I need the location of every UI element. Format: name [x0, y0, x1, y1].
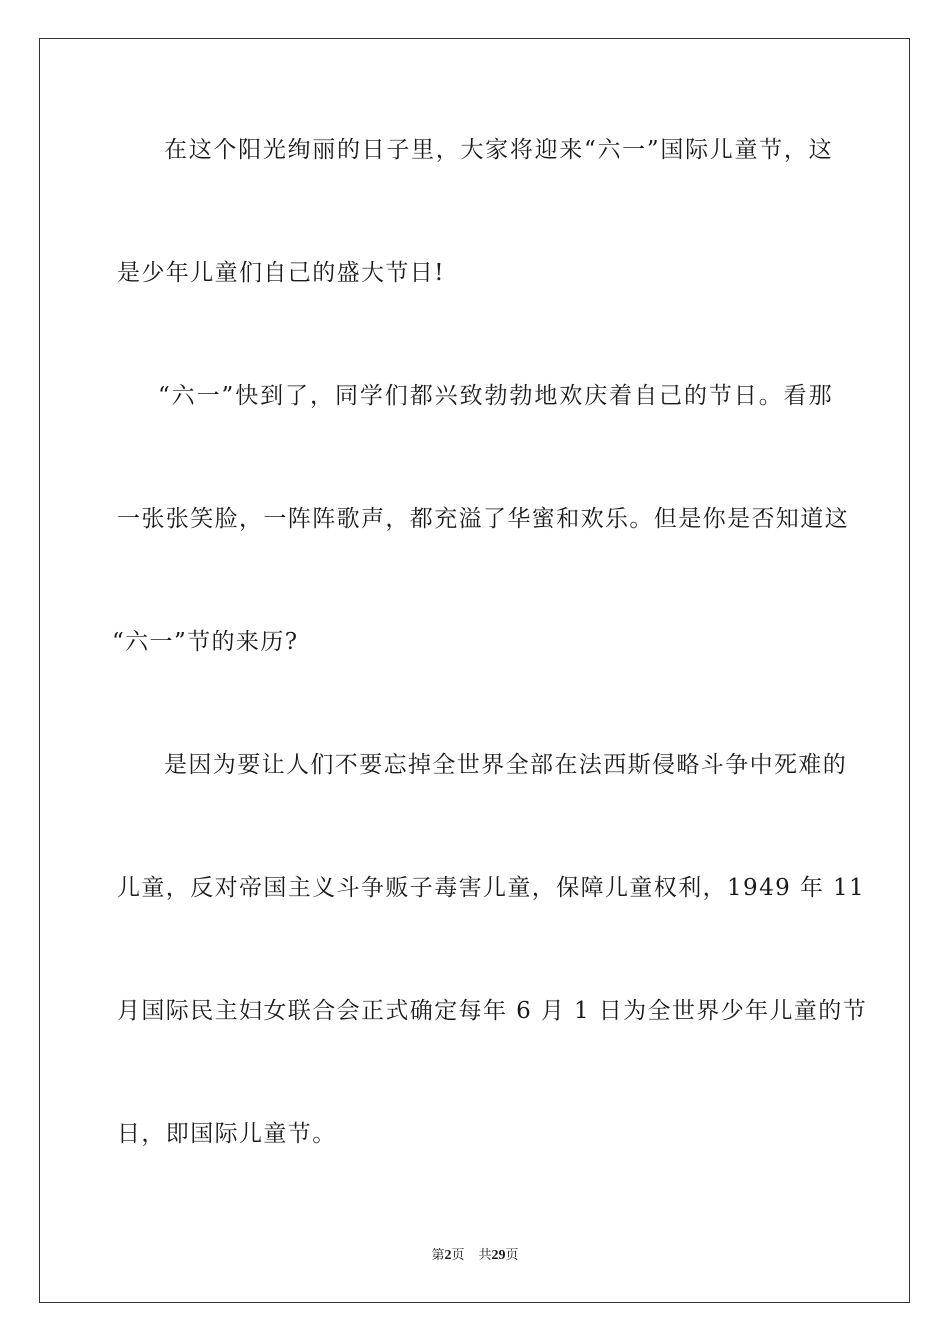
paragraph-2-line-3: “六一”节的来历? — [112, 629, 299, 655]
footer-page-number: 2 — [444, 1248, 452, 1263]
paragraph-2-line-1: “六一”快到了，同学们都兴致勃勃地欢庆着自己的节日。看那 — [158, 383, 833, 409]
paragraph-3-line-2: 儿童，反对帝国主义斗争贩子毒害儿童，保障儿童权利，1949 年 11 — [117, 875, 866, 901]
paragraph-1-line-2: 是少年儿童们自己的盛大节日! — [117, 260, 445, 286]
paragraph-3-line-1: 是因为要让人们不要忘掉全世界全部在法西斯侵略斗争中死难的 — [164, 752, 848, 778]
paragraph-3-line-3: 月国际民主妇女联合会正式确定每年 6 月 1 日为全世界少年儿童的节 — [117, 998, 868, 1024]
footer-page-suffix: 页 — [451, 1248, 465, 1263]
page-border — [39, 38, 910, 1303]
footer-total-prefix: 共 — [478, 1248, 492, 1263]
paragraph-2-line-2: 一张张笑脸，一阵阵歌声，都充溢了华蜜和欢乐。但是你是否知道这 — [117, 506, 849, 532]
footer-page-prefix: 第 — [431, 1248, 445, 1263]
page-footer — [0, 1247, 950, 1265]
footer-total-pages: 29 — [491, 1248, 506, 1263]
paragraph-3-line-4: 日，即国际儿童节。 — [117, 1121, 337, 1147]
paragraph-1-line-1: 在这个阳光绚丽的日子里，大家将迎来“六一”国际儿童节，这 — [164, 137, 833, 163]
footer-total-suffix: 页 — [505, 1248, 519, 1263]
